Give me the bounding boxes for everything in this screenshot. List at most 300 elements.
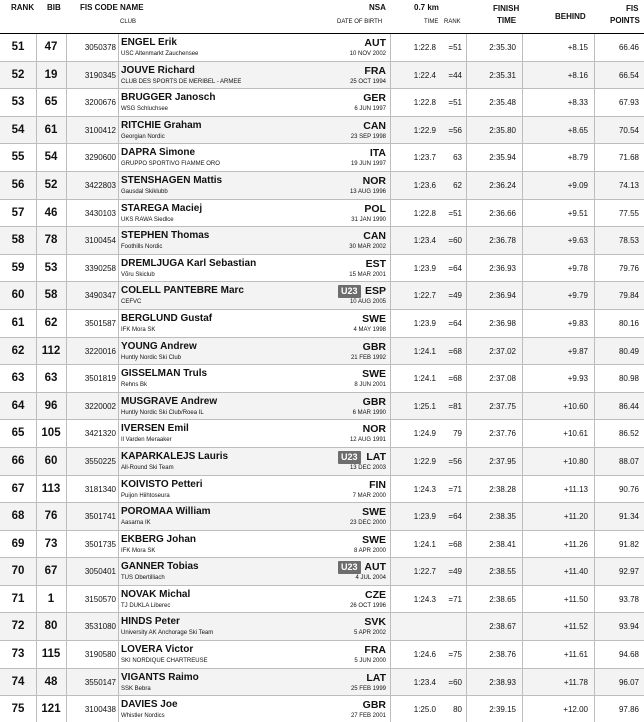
fis-code-cell: 3422803 bbox=[84, 180, 116, 190]
date-of-birth: 19 JUN 1997 bbox=[350, 161, 386, 168]
date-of-birth: 23 SEP 1998 bbox=[350, 133, 386, 140]
athlete-name: NOVAK Michal bbox=[121, 588, 191, 600]
club-name: Võru Skiclub bbox=[121, 271, 155, 278]
u23-badge: U23 bbox=[338, 285, 361, 298]
date-of-birth: 13 AUG 1996 bbox=[349, 188, 386, 195]
split-rank: 79 bbox=[453, 429, 462, 439]
rank-cell: 66 bbox=[11, 454, 25, 467]
finish-time: 2:36.78 bbox=[489, 236, 516, 246]
athlete-name: JOUVE Richard bbox=[121, 64, 195, 76]
fis-points: 94.68 bbox=[618, 650, 639, 660]
rank-cell: 63 bbox=[11, 372, 25, 385]
nsa-cell: ESP bbox=[364, 285, 386, 298]
behind-time: +10.61 bbox=[563, 429, 588, 439]
behind-time: +9.79 bbox=[567, 291, 588, 301]
behind-time: +9.83 bbox=[567, 318, 588, 328]
fis-points: 78.53 bbox=[618, 236, 639, 246]
bib-cell: 73 bbox=[44, 537, 58, 550]
bib-cell: 62 bbox=[44, 316, 58, 329]
nsa-cell: GBR bbox=[362, 340, 386, 353]
bib-cell: 46 bbox=[44, 206, 58, 219]
header-fis: FIS bbox=[626, 4, 639, 13]
behind-time: +9.78 bbox=[567, 263, 588, 273]
fis-code-cell: 3550225 bbox=[84, 456, 116, 466]
behind-time: +11.50 bbox=[563, 594, 588, 604]
rank-cell: 54 bbox=[11, 123, 25, 136]
behind-time: +8.79 bbox=[567, 153, 588, 163]
finish-time: 2:37.76 bbox=[489, 429, 516, 439]
nsa-cell: SWE bbox=[362, 533, 386, 546]
column-divider bbox=[522, 34, 523, 722]
table-row bbox=[0, 62, 644, 90]
table-row bbox=[0, 282, 644, 310]
athlete-name: POROMAA William bbox=[121, 506, 211, 518]
finish-time: 2:35.30 bbox=[489, 43, 516, 52]
bib-cell: 1 bbox=[47, 592, 55, 605]
club-name: Puijon Hiihtoseura bbox=[121, 492, 170, 499]
rank-cell: 72 bbox=[11, 620, 25, 633]
table-row bbox=[0, 338, 644, 366]
rank-cell: 71 bbox=[11, 592, 25, 605]
date-of-birth: 21 FEB 1992 bbox=[350, 354, 386, 361]
rank-cell: 53 bbox=[11, 96, 25, 109]
date-of-birth: 4 MAY 1998 bbox=[353, 326, 386, 333]
fis-code-cell: 3421320 bbox=[84, 429, 116, 439]
behind-time: +8.65 bbox=[567, 125, 588, 135]
nsa-cell: FRA bbox=[364, 644, 386, 657]
fis-points: 67.93 bbox=[618, 98, 639, 108]
fis-points: 88.07 bbox=[618, 456, 639, 466]
results-header bbox=[0, 0, 644, 35]
table-row bbox=[0, 117, 644, 145]
athlete-name: DREMLJUGA Karl Sebastian bbox=[121, 257, 257, 269]
athlete-name: BRUGGER Janosch bbox=[121, 92, 216, 104]
athlete-name: KAPARKALEJS Lauris bbox=[121, 450, 229, 462]
athlete-name: BERGLUND Gustaf bbox=[121, 312, 213, 324]
header-rank: RANK bbox=[11, 3, 35, 12]
table-row bbox=[0, 531, 644, 559]
rank-cell: 60 bbox=[11, 289, 25, 302]
fis-points: 66.54 bbox=[618, 70, 639, 80]
split-rank: =51 bbox=[448, 43, 462, 52]
table-row bbox=[0, 503, 644, 531]
table-row bbox=[0, 641, 644, 669]
nsa-cell: LAT bbox=[366, 450, 386, 463]
header-nsa: NSA bbox=[369, 3, 386, 12]
table-row bbox=[0, 558, 644, 586]
fis-code-cell: 3430103 bbox=[84, 208, 116, 218]
nsa-cell: SWE bbox=[362, 506, 386, 519]
bib-cell: 52 bbox=[44, 178, 58, 191]
column-divider bbox=[118, 34, 119, 722]
fis-code-cell: 3100454 bbox=[84, 236, 116, 246]
split-rank: =60 bbox=[448, 677, 462, 687]
split-rank: =68 bbox=[448, 374, 462, 384]
bib-cell: 58 bbox=[44, 289, 58, 302]
fis-points: 96.07 bbox=[618, 677, 639, 687]
nsa-cell: EST bbox=[365, 257, 386, 270]
split-rank: =68 bbox=[448, 539, 462, 549]
table-row bbox=[0, 393, 644, 421]
club-name: IFK Mora SK bbox=[121, 547, 156, 554]
split-rank: 63 bbox=[453, 153, 462, 163]
date-of-birth: 4 JUL 2004 bbox=[355, 575, 386, 582]
athlete-name: MUSGRAVE Andrew bbox=[121, 395, 218, 407]
nsa-cell: SWE bbox=[362, 368, 386, 381]
finish-time: 2:38.28 bbox=[489, 484, 516, 494]
date-of-birth: 6 JUN 1997 bbox=[354, 106, 386, 113]
column-divider bbox=[466, 34, 467, 722]
fis-code-cell: 3190345 bbox=[84, 70, 116, 80]
table-row bbox=[0, 310, 644, 338]
fis-points: 91.34 bbox=[618, 512, 639, 522]
split-rank: =56 bbox=[448, 456, 462, 466]
fis-points: 93.94 bbox=[618, 622, 639, 632]
behind-time: +11.61 bbox=[563, 650, 588, 660]
table-row bbox=[0, 420, 644, 448]
fis-points: 91.82 bbox=[618, 539, 639, 549]
behind-time: +11.78 bbox=[563, 677, 588, 687]
split-rank: =44 bbox=[448, 70, 462, 80]
table-row bbox=[0, 144, 644, 172]
behind-time: +8.15 bbox=[567, 43, 588, 52]
athlete-name: HINDS Peter bbox=[121, 616, 180, 628]
split-time: 1:24.6 bbox=[413, 650, 436, 660]
athlete-name: STEPHEN Thomas bbox=[121, 230, 210, 242]
table-row bbox=[0, 255, 644, 283]
rank-cell: 64 bbox=[11, 399, 25, 412]
split-time: 1:22.4 bbox=[413, 70, 436, 80]
fis-points: 74.13 bbox=[618, 180, 639, 190]
club-name: Foothills Nordic bbox=[121, 244, 163, 251]
u23-badge: U23 bbox=[338, 451, 361, 464]
rank-cell: 70 bbox=[11, 565, 25, 578]
fis-code-cell: 3050401 bbox=[84, 567, 116, 577]
club-name: CLUB DES SPORTS DE MERIBEL - ARMEE bbox=[121, 78, 242, 85]
fis-points: 80.49 bbox=[618, 346, 639, 356]
behind-time: +10.60 bbox=[563, 401, 588, 411]
behind-time: +9.63 bbox=[567, 236, 588, 246]
behind-time: +11.52 bbox=[563, 622, 588, 632]
finish-time: 2:38.55 bbox=[489, 567, 516, 577]
nsa-cell: FIN bbox=[369, 478, 386, 491]
table-row bbox=[0, 586, 644, 614]
nsa-cell: CZE bbox=[365, 588, 386, 601]
table-row bbox=[0, 227, 644, 255]
fis-points: 92.97 bbox=[618, 567, 639, 577]
date-of-birth: 10 NOV 2002 bbox=[349, 51, 386, 57]
finish-time: 2:38.41 bbox=[489, 539, 516, 549]
fis-code-cell: 3290600 bbox=[84, 153, 116, 163]
fis-points: 79.84 bbox=[618, 291, 639, 301]
split-rank: =64 bbox=[448, 263, 462, 273]
club-name: SSK Bebra bbox=[121, 685, 151, 692]
split-rank: =64 bbox=[448, 512, 462, 522]
fis-code-cell: 3501587 bbox=[84, 318, 116, 328]
header-finish-time: TIME bbox=[497, 16, 517, 25]
table-row bbox=[0, 448, 644, 476]
athlete-name: VIGANTS Raimo bbox=[121, 671, 199, 683]
club-name: Georgian Nordic bbox=[121, 133, 165, 140]
header-dob: DATE OF BIRTH bbox=[337, 19, 383, 25]
athlete-name: YOUNG Andrew bbox=[121, 340, 197, 352]
nsa-cell: GER bbox=[363, 92, 386, 105]
date-of-birth: 5 APR 2002 bbox=[353, 630, 386, 637]
split-rank: =49 bbox=[448, 567, 462, 577]
nsa-cell: ITA bbox=[369, 147, 386, 160]
bib-cell: 19 bbox=[44, 68, 58, 81]
split-time: 1:24.3 bbox=[413, 594, 436, 604]
table-row bbox=[0, 696, 644, 722]
bib-cell: 112 bbox=[41, 344, 61, 357]
nsa-cell: FRA bbox=[364, 64, 386, 77]
split-time: 1:24.9 bbox=[413, 429, 436, 439]
rank-cell: 61 bbox=[11, 316, 25, 329]
bib-cell: 67 bbox=[44, 565, 58, 578]
athlete-name: GANNER Tobias bbox=[121, 561, 199, 573]
split-rank: =49 bbox=[448, 291, 462, 301]
header-fis-code-name: FIS CODE NAME bbox=[80, 3, 144, 12]
table-row bbox=[0, 172, 644, 200]
split-time: 1:22.9 bbox=[413, 125, 436, 135]
club-name: USC Altenmarkt Zauchensee bbox=[121, 51, 199, 57]
rank-cell: 65 bbox=[11, 427, 25, 440]
fis-code-cell: 3501735 bbox=[84, 539, 116, 549]
rank-cell: 75 bbox=[11, 703, 25, 716]
finish-time: 2:38.67 bbox=[489, 622, 516, 632]
nsa-cell: SVK bbox=[364, 616, 386, 629]
split-rank: =68 bbox=[448, 346, 462, 356]
club-name: All-Round Ski Team bbox=[121, 464, 174, 471]
nsa-cell: LAT bbox=[366, 671, 386, 684]
finish-time: 2:35.80 bbox=[489, 125, 516, 135]
athlete-name: GISSELMAN Truls bbox=[121, 368, 208, 380]
date-of-birth: 27 FEB 2001 bbox=[350, 713, 386, 720]
athlete-name: STAREGA Maciej bbox=[121, 202, 203, 214]
nsa-cell: AUT bbox=[364, 561, 386, 574]
athlete-name: DAVIES Joe bbox=[121, 699, 178, 711]
bib-cell: 76 bbox=[44, 510, 58, 523]
fis-points: 79.76 bbox=[618, 263, 639, 273]
fis-points: 86.44 bbox=[618, 401, 639, 411]
fis-code-cell: 3550147 bbox=[84, 677, 116, 687]
athlete-name: STENSHAGEN Mattis bbox=[121, 174, 223, 186]
club-name: GRUPPO SPORTIVO FIAMME ORO bbox=[121, 161, 220, 168]
finish-time: 2:37.75 bbox=[489, 401, 516, 411]
rank-cell: 59 bbox=[11, 261, 25, 274]
behind-time: +11.20 bbox=[563, 512, 588, 522]
split-time: 1:22.8 bbox=[413, 43, 436, 52]
club-name: SKI NORDIQUE CHARTREUSE bbox=[121, 658, 208, 665]
table-row bbox=[0, 34, 644, 62]
date-of-birth: 8 APR 2000 bbox=[353, 547, 386, 554]
finish-time: 2:35.31 bbox=[489, 70, 516, 80]
fis-code-cell: 3390258 bbox=[84, 263, 116, 273]
bib-cell: 60 bbox=[44, 454, 58, 467]
fis-code-cell: 3501741 bbox=[84, 512, 116, 522]
rank-cell: 58 bbox=[11, 234, 25, 247]
finish-time: 2:36.24 bbox=[489, 180, 516, 190]
results-table bbox=[0, 34, 644, 722]
rank-cell: 67 bbox=[11, 482, 25, 495]
fis-points: 77.55 bbox=[618, 208, 639, 218]
table-row bbox=[0, 476, 644, 504]
bib-cell: 78 bbox=[44, 234, 58, 247]
nsa-cell: NOR bbox=[362, 423, 386, 436]
athlete-name: RITCHIE Graham bbox=[121, 119, 202, 131]
bib-cell: 65 bbox=[44, 96, 58, 109]
header-split: 0.7 km bbox=[414, 3, 439, 12]
split-time: 1:22.8 bbox=[413, 98, 436, 108]
fis-code-cell: 3490347 bbox=[84, 291, 116, 301]
fis-code-cell: 3220002 bbox=[84, 401, 116, 411]
finish-time: 2:36.94 bbox=[489, 291, 516, 301]
split-time: 1:24.1 bbox=[413, 346, 436, 356]
split-rank: =60 bbox=[448, 236, 462, 246]
nsa-cell: AUT bbox=[364, 37, 386, 49]
finish-time: 2:37.02 bbox=[489, 346, 516, 356]
club-name: TUS Obertilliach bbox=[121, 575, 165, 582]
bib-cell: 53 bbox=[44, 261, 58, 274]
finish-time: 2:36.98 bbox=[489, 318, 516, 328]
behind-time: +8.16 bbox=[567, 70, 588, 80]
rank-cell: 62 bbox=[11, 344, 25, 357]
split-time: 1:23.4 bbox=[413, 236, 436, 246]
fis-points: 66.46 bbox=[618, 43, 639, 52]
split-time: 1:24.1 bbox=[413, 539, 436, 549]
behind-time: +12.00 bbox=[563, 705, 588, 715]
split-rank: =56 bbox=[448, 125, 462, 135]
split-time: 1:22.7 bbox=[413, 291, 436, 301]
split-rank: =51 bbox=[448, 98, 462, 108]
rank-cell: 68 bbox=[11, 510, 25, 523]
behind-time: +8.33 bbox=[567, 98, 588, 108]
nsa-cell: NOR bbox=[362, 174, 386, 187]
bib-cell: 96 bbox=[44, 399, 58, 412]
club-name: Whistler Nordics bbox=[121, 713, 165, 720]
table-row bbox=[0, 89, 644, 117]
split-time: 1:23.9 bbox=[413, 263, 436, 273]
nsa-cell: POL bbox=[364, 202, 386, 215]
fis-points: 71.68 bbox=[618, 153, 639, 163]
split-rank: =75 bbox=[448, 650, 462, 660]
u23-badge: U23 bbox=[338, 561, 361, 574]
date-of-birth: 7 MAR 2000 bbox=[352, 492, 386, 499]
rank-cell: 55 bbox=[11, 151, 25, 164]
split-time: 1:24.1 bbox=[413, 374, 436, 384]
finish-time: 2:38.65 bbox=[489, 594, 516, 604]
date-of-birth: 25 OCT 1994 bbox=[350, 78, 386, 85]
behind-time: +9.51 bbox=[567, 208, 588, 218]
nsa-cell: CAN bbox=[363, 119, 386, 132]
fis-code-cell: 3181340 bbox=[84, 484, 116, 494]
fis-points: 70.54 bbox=[618, 125, 639, 135]
bib-cell: 115 bbox=[41, 648, 61, 661]
date-of-birth: 26 OCT 1996 bbox=[350, 602, 386, 609]
athlete-name: IVERSEN Emil bbox=[121, 423, 189, 435]
behind-time: +9.87 bbox=[567, 346, 588, 356]
athlete-name: EKBERG Johan bbox=[121, 533, 197, 545]
column-divider bbox=[66, 34, 67, 722]
bib-cell: 61 bbox=[44, 123, 58, 136]
bib-cell: 47 bbox=[44, 41, 58, 53]
nsa-cell: SWE bbox=[362, 312, 386, 325]
bib-cell: 48 bbox=[44, 675, 58, 688]
finish-time: 2:36.93 bbox=[489, 263, 516, 273]
fis-code-cell: 3190580 bbox=[84, 650, 116, 660]
nsa-cell: CAN bbox=[363, 230, 386, 243]
rank-cell: 74 bbox=[11, 675, 25, 688]
header-points: POINTS bbox=[610, 16, 640, 25]
split-rank: 80 bbox=[453, 705, 462, 715]
rank-cell: 51 bbox=[11, 41, 25, 53]
finish-time: 2:35.94 bbox=[489, 153, 516, 163]
date-of-birth: 12 AUG 1991 bbox=[349, 437, 386, 444]
finish-time: 2:39.15 bbox=[489, 705, 516, 715]
club-name: Huntly Nordic Ski Club bbox=[121, 354, 182, 361]
date-of-birth: 23 DEC 2000 bbox=[349, 520, 386, 527]
behind-time: +9.09 bbox=[567, 180, 588, 190]
date-of-birth: 10 AUG 2005 bbox=[349, 299, 386, 306]
nsa-cell: GBR bbox=[362, 699, 386, 712]
fis-points: 80.16 bbox=[618, 318, 639, 328]
finish-time: 2:35.48 bbox=[489, 98, 516, 108]
header-split-time: TIME bbox=[424, 19, 439, 25]
club-name: WSG Schluchsee bbox=[121, 106, 169, 113]
fis-code-cell: 3050378 bbox=[84, 43, 116, 52]
finish-time: 2:37.08 bbox=[489, 374, 516, 384]
club-name: Gausdal Skiklubb bbox=[121, 188, 168, 195]
bib-cell: 113 bbox=[41, 482, 61, 495]
fis-points: 80.98 bbox=[618, 374, 639, 384]
table-row bbox=[0, 200, 644, 228]
rank-cell: 52 bbox=[11, 68, 25, 81]
fis-points: 97.86 bbox=[618, 705, 639, 715]
fis-code-cell: 3100412 bbox=[84, 125, 116, 135]
finish-time: 2:38.35 bbox=[489, 512, 516, 522]
split-time: 1:23.9 bbox=[413, 318, 436, 328]
column-divider bbox=[594, 34, 595, 722]
date-of-birth: 25 FEB 1999 bbox=[350, 685, 386, 692]
date-of-birth: 5 JUN 2000 bbox=[354, 658, 386, 665]
fis-code-cell: 3501819 bbox=[84, 374, 116, 384]
behind-time: +11.26 bbox=[563, 539, 588, 549]
bib-cell: 121 bbox=[41, 703, 61, 716]
club-name: Huntly Nordic Ski Club/Roea IL bbox=[121, 409, 204, 416]
club-name: UKS RAWA Siedlce bbox=[121, 216, 174, 223]
date-of-birth: 15 MAR 2001 bbox=[349, 271, 386, 278]
header-club: CLUB bbox=[120, 19, 137, 25]
rank-cell: 56 bbox=[11, 178, 25, 191]
split-rank: 62 bbox=[453, 180, 462, 190]
behind-time: +10.80 bbox=[563, 456, 588, 466]
club-name: University AK Anchorage Ski Team bbox=[121, 630, 214, 637]
split-time: 1:23.9 bbox=[413, 512, 436, 522]
split-time: 1:22.9 bbox=[413, 456, 436, 466]
bib-cell: 63 bbox=[44, 372, 58, 385]
fis-code-cell: 3200676 bbox=[84, 98, 116, 108]
header-split-rank: RANK bbox=[444, 19, 461, 25]
finish-time: 2:37.95 bbox=[489, 456, 516, 466]
date-of-birth: 30 MAR 2002 bbox=[349, 244, 386, 251]
date-of-birth: 13 DEC 2003 bbox=[349, 464, 386, 471]
split-rank: =71 bbox=[448, 594, 462, 604]
fis-code-cell: 3100438 bbox=[84, 705, 116, 715]
finish-time: 2:36.66 bbox=[489, 208, 516, 218]
split-time: 1:22.8 bbox=[413, 208, 436, 218]
table-row bbox=[0, 669, 644, 697]
fis-points: 93.78 bbox=[618, 594, 639, 604]
